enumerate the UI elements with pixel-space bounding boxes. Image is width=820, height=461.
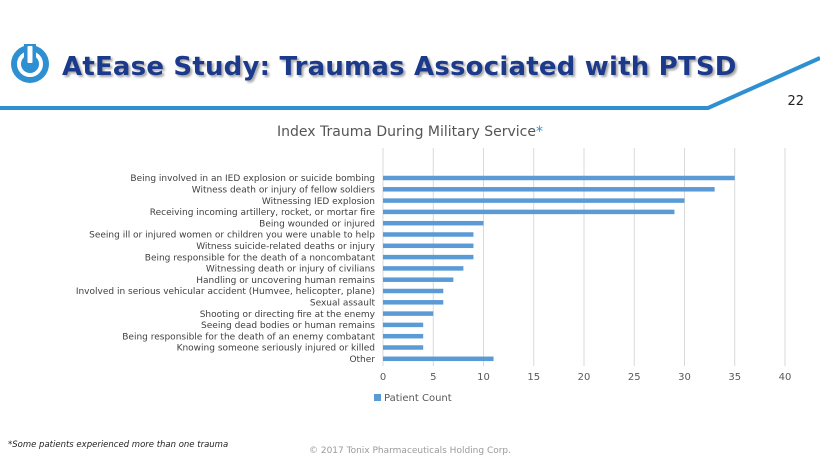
category-label: Witnessing IED explosion [261,196,375,207]
bar [383,357,494,362]
bar [383,323,423,328]
category-label: Witness suicide-related deaths or injury [196,242,375,252]
bar-chart [0,110,820,410]
category-label: Witnessing death or injury of civilians [205,264,375,275]
bar [383,311,433,316]
chart-title-text: Index Trauma During Military Service [277,124,536,140]
bar [383,300,443,305]
x-tick-label: 0 [379,372,387,383]
x-tick-label: 20 [577,372,591,383]
x-tick-label: 25 [627,372,641,383]
legend-swatch [374,394,381,401]
category-label: Involved in serious vehicular accident (Humvee, helicopter, plane) [75,287,375,298]
category-label: Being responsible for the death of a noncombatant [144,253,375,264]
bar [383,334,423,339]
category-label: Seeing dead bodies or human remains [201,321,375,332]
bar [383,277,453,282]
category-label: Handling or uncovering human remains [196,275,375,286]
x-tick-label: 15 [527,372,541,383]
category-label: Sexual assault [309,298,375,309]
chart-title-asterisk: * [535,124,543,140]
bar [383,345,423,350]
copyright-notice: © 2017 Tonix Pharmaceuticals Holding Corp. [308,446,512,456]
chart-title [277,124,543,140]
x-tick-label: 5 [430,372,437,383]
bar [383,210,674,215]
bar [383,221,484,226]
bar [383,176,735,181]
x-tick-label: 10 [477,372,490,383]
x-tick-label: 35 [728,372,742,383]
category-label: Knowing someone seriously injured or killed [176,343,375,354]
bar [383,244,473,249]
slide-title: AtEase Study: Traumas Associated with PTSD [62,52,737,82]
category-label: Seeing ill or injured women or children you were unable to help [89,230,375,241]
legend-label: Patient Count [384,393,452,404]
chart-legend [374,393,452,404]
category-label: Other [349,355,375,365]
category-label: Being involved in an IED explosion or suicide bombing [130,174,375,185]
category-label: Receiving incoming artillery, rocket, or mortar fire [149,208,375,219]
bar [383,255,473,260]
category-label: Shooting or directing fire at the enemy [199,309,375,320]
x-tick-label: 40 [778,372,792,383]
page-number: 22 [787,94,804,109]
category-label: Being wounded or injured [259,219,375,230]
header-accent-line [0,0,820,120]
category-label: Witness death or injury of fellow soldiers [191,185,375,196]
bar [383,198,685,203]
bar [383,289,443,294]
category-label: Being responsible for the death of an enemy combatant [122,332,375,343]
footnote: *Some patients experienced more than one trauma [8,440,229,450]
x-tick-label: 30 [678,372,691,383]
bar [383,187,715,192]
bar [383,232,473,237]
bar [383,266,463,271]
